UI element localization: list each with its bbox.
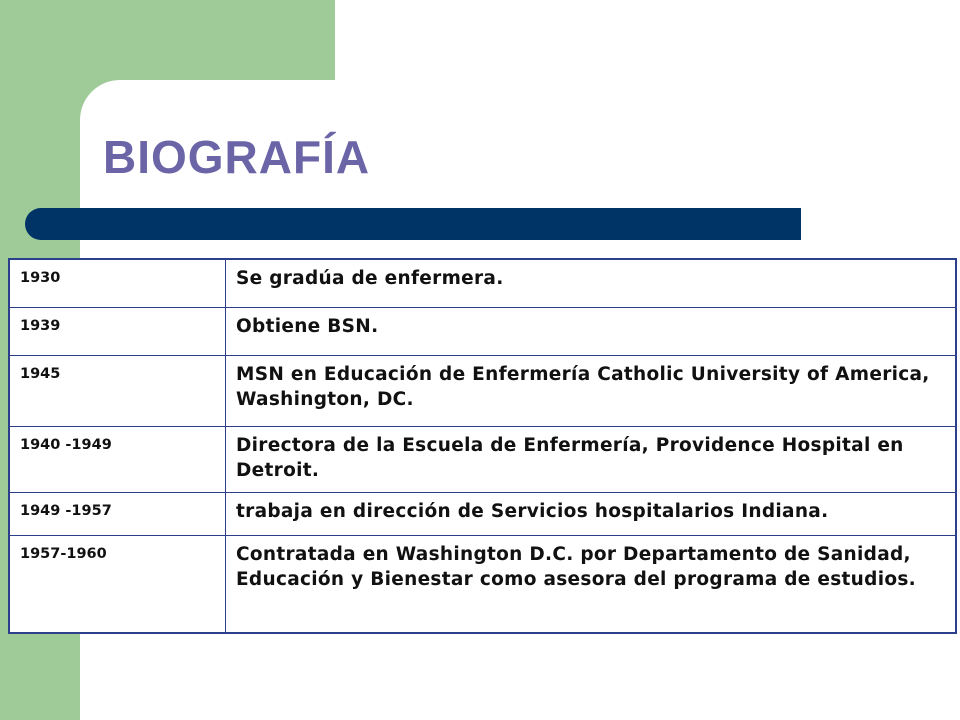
event-cell: Se gradúa de enfermera. [226, 259, 957, 307]
table-row [9, 307, 956, 355]
title-underline-bar [25, 208, 801, 240]
slide-title: BIOGRAFÍA [103, 131, 371, 183]
event-cell: MSN en Educación de Enfermería Catholic University of America, Washington, DC. [226, 355, 957, 426]
year-cell: 1945 [9, 355, 226, 426]
table-row [9, 259, 956, 307]
table-row [9, 492, 956, 535]
biography-table [8, 258, 957, 634]
year-cell: 1940 -1949 [9, 426, 226, 492]
event-cell: Obtiene BSN. [226, 307, 957, 355]
year-cell: 1949 -1957 [9, 492, 226, 535]
event-cell: Directora de la Escuela de Enfermería, Providence Hospital en Detroit. [226, 426, 957, 492]
year-cell: 1930 [9, 259, 226, 307]
year-cell: 1939 [9, 307, 226, 355]
table-row [9, 535, 956, 633]
year-cell: 1957-1960 [9, 535, 226, 633]
table-row [9, 355, 956, 426]
event-cell: Contratada en Washington D.C. por Departamento de Sanidad, Educación y Bienestar como asesora del programa de estudios. [226, 535, 957, 633]
table-row [9, 426, 956, 492]
event-cell: trabaja en dirección de Servicios hospitalarios Indiana. [226, 492, 957, 535]
